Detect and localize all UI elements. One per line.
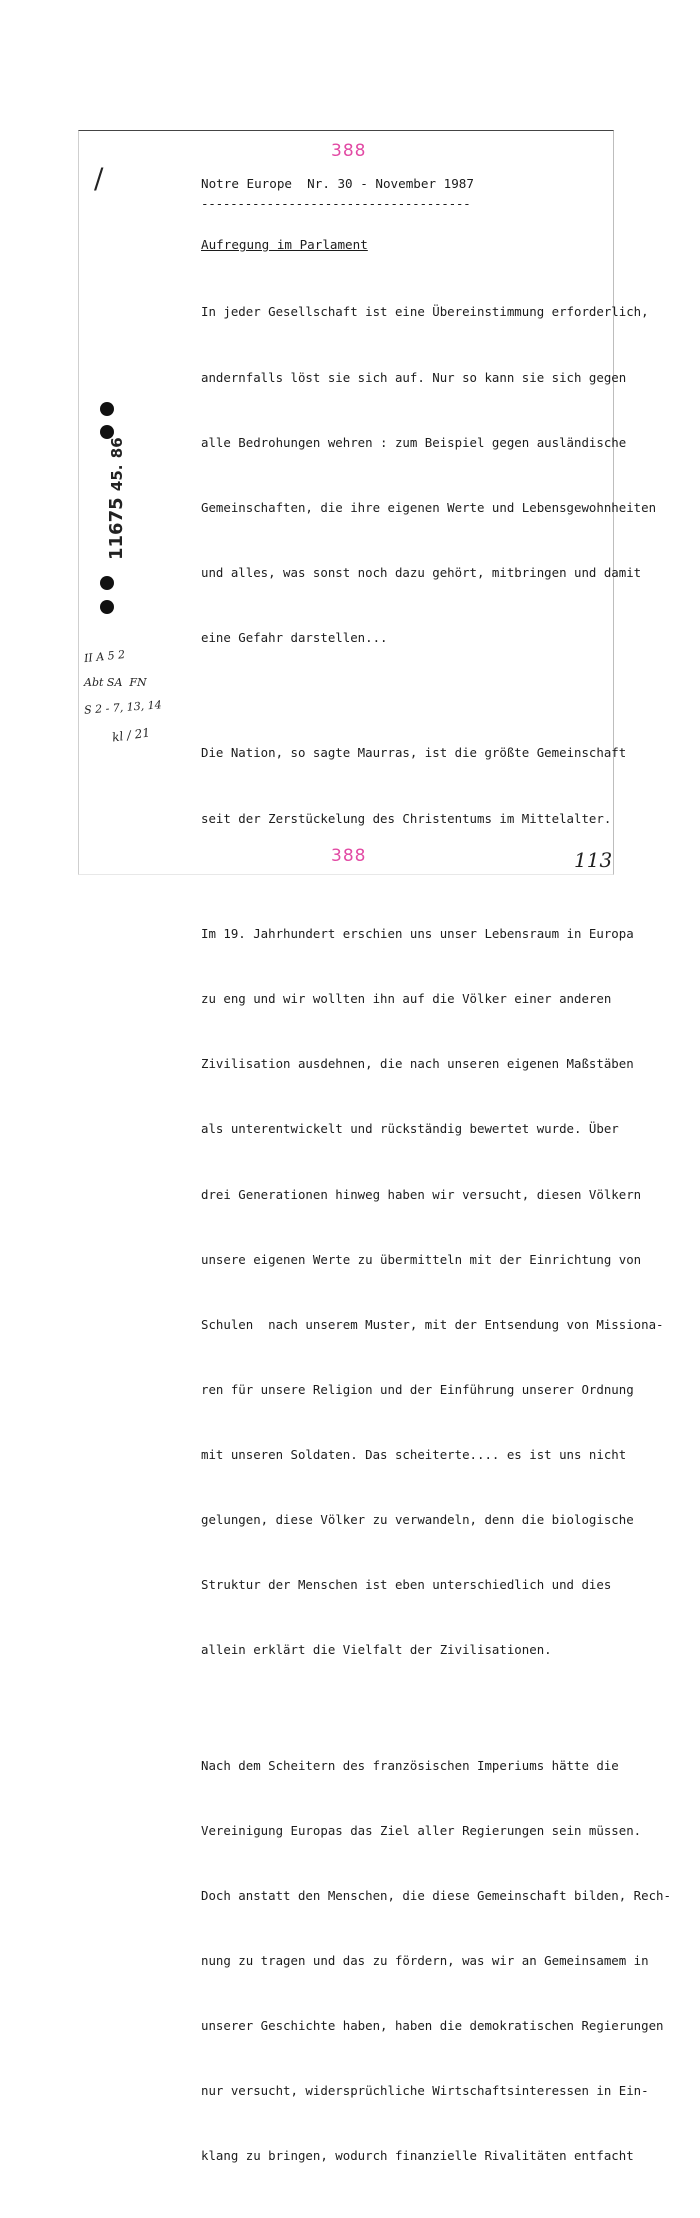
- text-line: ren für unsere Religion und der Einführung unserer Ordnung: [201, 1381, 634, 1397]
- text-line: seit der Zerstückelung des Christentums im Mittelalter.: [201, 810, 612, 826]
- corner-handwritten-mark: /: [94, 162, 104, 195]
- punch-hole: [100, 402, 114, 416]
- handwritten-note: S 2 - 7, 13, 14: [83, 698, 163, 717]
- text-line: nur versucht, widersprüchliche Wirtschaftsinteressen in Ein-: [201, 2083, 649, 2099]
- paragraph: [201, 699, 627, 873]
- text-line: andernfalls löst sie sich auf. Nur so kann sie sich gegen: [201, 369, 627, 385]
- archive-number-tail: 86: [108, 437, 126, 459]
- text-line: und alles, was sonst noch dazu gehört, mitbringen und damit: [201, 564, 642, 580]
- text-line: als unterentwickelt und rückständig bewertet wurde. Über: [201, 1121, 619, 1137]
- text-line: allein erklärt die Vielfalt der Zivilisationen.: [201, 1642, 552, 1658]
- punch-hole: [100, 600, 114, 614]
- handwritten-note: Abt SA FN: [84, 676, 147, 689]
- page-stamp-bottom: 388: [331, 846, 367, 866]
- text-line: alle Bedrohungen wehren : zum Beispiel gegen ausländische: [201, 434, 627, 450]
- text-line: Nach dem Scheitern des französischen Imperiums hätte die: [201, 1757, 619, 1773]
- document-header: Notre Europe Nr. 30 - November 1987: [201, 176, 474, 191]
- text-line: Im 19. Jahrhundert erschien uns unser Lebensraum in Europa: [201, 926, 634, 942]
- text-line: In jeder Gesellschaft ist eine Übereinstimmung erforderlich,: [201, 304, 649, 320]
- text-line: Vereinigung Europas das Ziel aller Regierungen sein müssen.: [201, 1822, 642, 1838]
- paragraph: [201, 258, 657, 692]
- archive-number-sub: 45.: [108, 464, 126, 492]
- text-line: Struktur der Menschen ist eben unterschiedlich und dies: [201, 1577, 612, 1593]
- text-line: drei Generationen hinweg haben wir versucht, diesen Völkern: [201, 1186, 642, 1202]
- handwritten-note: II A 5 2: [83, 647, 126, 666]
- section-heading: Aufregung im Parlament: [201, 237, 368, 252]
- text-line: zu eng und wir wollten ihn auf die Völker einer anderen: [201, 991, 612, 1007]
- archive-number-main: 11675: [106, 497, 127, 560]
- text-line: eine Gefahr darstellen...: [201, 629, 388, 645]
- header-rule: -------------------------------------: [201, 196, 471, 211]
- text-line: mit unseren Soldaten. Das scheiterte.... es ist uns nicht: [201, 1446, 627, 1462]
- paragraph: [201, 1711, 671, 2210]
- text-line: Schulen nach unserem Muster, mit der Entsendung von Missiona-: [201, 1316, 664, 1332]
- text-line: Zivilisation ausdehnen, die nach unseren eigenen Maßstäben: [201, 1056, 634, 1072]
- archive-number: [106, 437, 127, 560]
- punch-hole: [100, 576, 114, 590]
- handwritten-note: kl / 21: [111, 725, 151, 745]
- text-line: unserer Geschichte haben, haben die demokratischen Regierungen: [201, 2018, 664, 2034]
- text-line: unsere eigenen Werte zu übermitteln mit der Einrichtung von: [201, 1251, 642, 1267]
- text-line: Gemeinschaften, die ihre eigenen Werte und Lebensgewohnheiten: [201, 499, 657, 515]
- text-line: klang zu bringen, wodurch finanzielle Rivalitäten entfacht: [201, 2148, 634, 2164]
- paragraph: [201, 880, 664, 1705]
- text-line: gelungen, diese Völker zu verwandeln, denn die biologische: [201, 1512, 634, 1528]
- body-text: [201, 258, 671, 2218]
- page-stamp-top: 388: [331, 141, 367, 161]
- text-line: nung zu tragen und das zu fördern, was wir an Gemeinsamem in: [201, 1953, 649, 1969]
- text-line: Doch anstatt den Menschen, die diese Gemeinschaft bilden, Rech-: [201, 1888, 671, 1904]
- handwritten-page-number: 113: [574, 848, 613, 872]
- text-line: Die Nation, so sagte Maurras, ist die größte Gemeinschaft: [201, 745, 627, 761]
